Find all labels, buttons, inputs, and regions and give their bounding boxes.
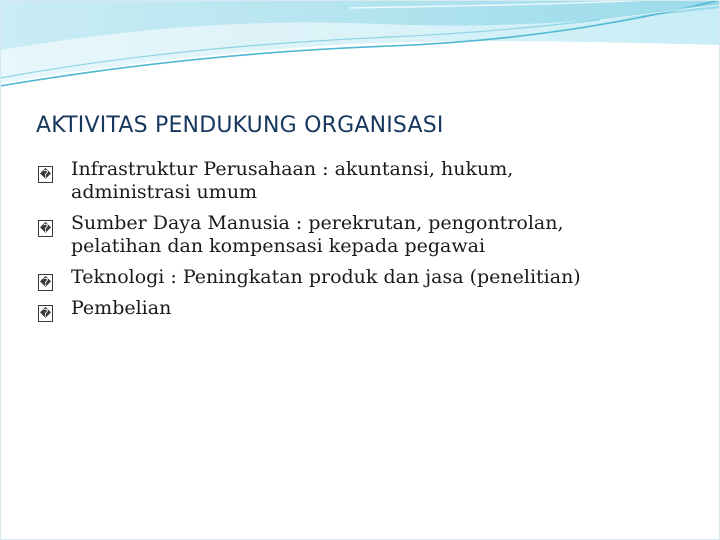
bullet-text-line: administrasi umum: [71, 181, 258, 203]
missing-glyph-bullet-icon: �: [39, 222, 52, 235]
bullet-item-pembelian: [38, 297, 688, 320]
slide-title: AKTIVITAS PENDUKUNG ORGANISASI: [36, 113, 444, 138]
missing-glyph-bullet-icon: �: [39, 276, 52, 289]
bullet-text-line: pelatihan dan kompensasi kepada pegawai: [71, 235, 486, 257]
bullet-text-line: Infrastruktur Perusahaan : akuntansi, hukum,: [71, 158, 514, 180]
header-wave-decoration: [0, 0, 720, 92]
bullet-text-line: Sumber Daya Manusia : perekrutan, pengontrolan,: [71, 212, 564, 234]
bullet-text-line: Pembelian: [71, 297, 172, 319]
bullet-item-sdm: [38, 212, 688, 258]
bullet-item-teknologi: [38, 266, 688, 289]
bullet-list: [38, 158, 688, 320]
missing-glyph-bullet-icon: �: [39, 168, 52, 181]
bullet-text-line: Teknologi : Peningkatan produk dan jasa (penelitian): [71, 266, 581, 288]
missing-glyph-bullet-icon: �: [39, 307, 52, 320]
bullet-item-infrastruktur: [38, 158, 688, 204]
